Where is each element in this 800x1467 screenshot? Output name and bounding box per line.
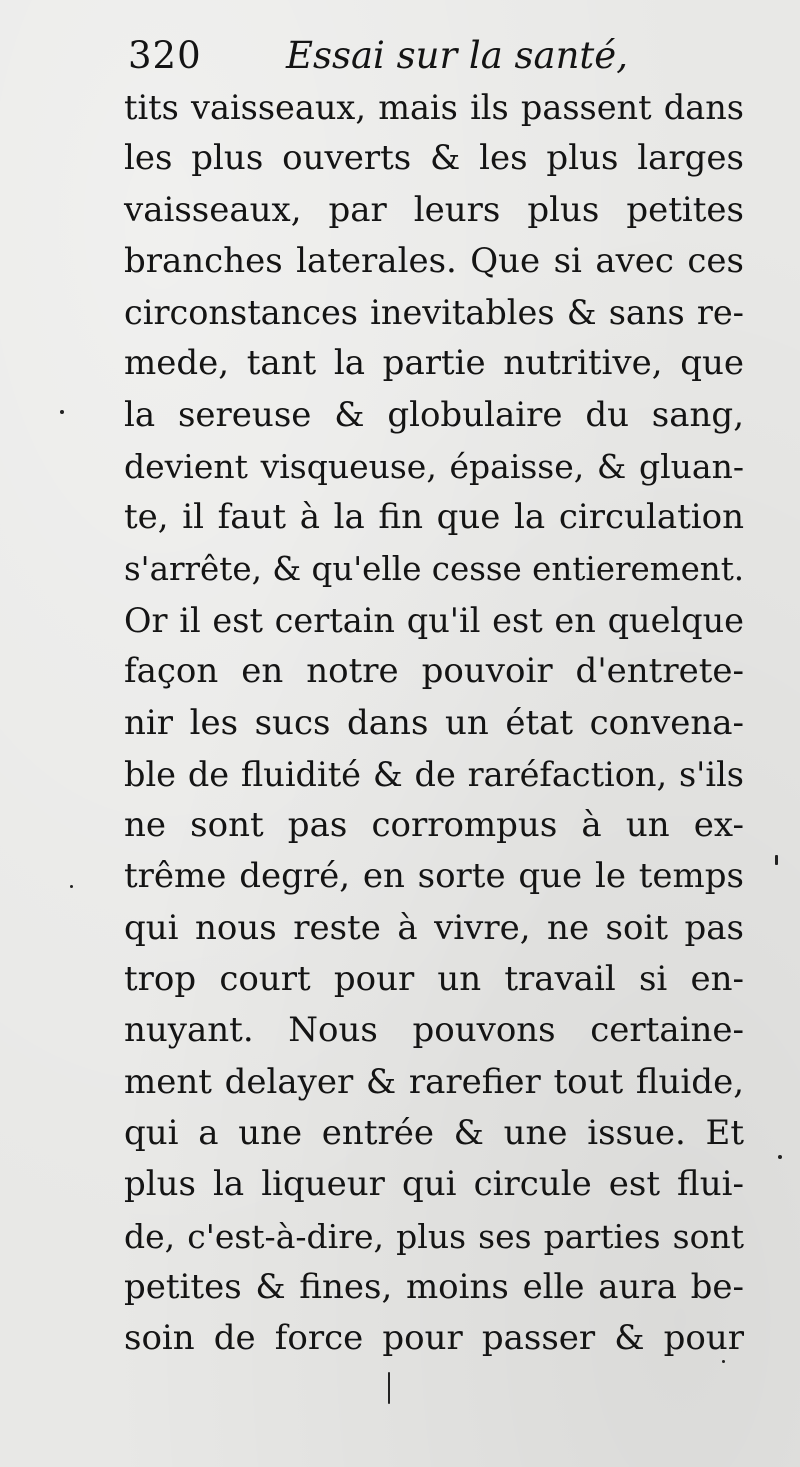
ink-speck [70, 885, 73, 888]
ink-speck [388, 1372, 390, 1404]
text-line: ble de fluidité & de raréfaction, s'ils [124, 754, 744, 794]
text-line: tits vaisseaux, mais ils passent dans [124, 88, 744, 127]
page-number: 320 [128, 34, 202, 77]
text-line: circonstances inevitables & sans re- [124, 293, 744, 333]
text-line: te, il faut à la fin que la circulation [124, 497, 744, 538]
text-line: ment delayer & rarefier tout fluide, [124, 1061, 744, 1102]
text-line: branches laterales. Que si avec ces [124, 240, 744, 281]
text-line: la sereuse & globulaire du sang, [124, 394, 744, 435]
text-line: qui a une entrée & une issue. Et [124, 1112, 744, 1153]
text-line: les plus ouverts & les plus larges [124, 138, 744, 179]
text-line: soin de force pour passer & pour [124, 1318, 744, 1359]
text-line: s'arrête, & qu'elle cesse entierement. [124, 549, 745, 588]
text-line: vaisseaux, par leurs plus petites [124, 189, 744, 230]
text-line: devient visqueuse, épaisse, & gluan- [124, 447, 744, 487]
page-header [128, 34, 628, 84]
text-line: mede, tant la partie nutritive, que [124, 343, 744, 384]
text-line: plus la liqueur qui circule est flui- [124, 1164, 744, 1205]
text-line: trop court pour un travail si en- [124, 959, 744, 1000]
text-line: façon en notre pouvoir d'entrete- [124, 651, 744, 692]
text-line: ne sont pas corrompus à un ex- [124, 805, 744, 846]
body-text [124, 82, 744, 1364]
text-line: petites & fines, moins elle aura be- [124, 1266, 744, 1307]
text-line: de, c'est-à-dire, plus ses parties sont [124, 1216, 744, 1256]
ink-speck [60, 410, 64, 414]
running-title: Essai sur la santé, [286, 34, 628, 77]
text-line: nuyant. Nous pouvons certaine- [124, 1010, 744, 1051]
ink-speck [778, 1155, 782, 1159]
text-line: Or il est certain qu'il est en quelque [124, 600, 744, 640]
ink-speck [775, 855, 778, 865]
text-line: trême degré, en sorte que le temps [124, 856, 744, 897]
text-line: qui nous reste à vivre, ne soit pas [124, 907, 744, 948]
text-line: nir les sucs dans un état convena- [124, 702, 744, 743]
ink-speck [722, 1360, 725, 1363]
